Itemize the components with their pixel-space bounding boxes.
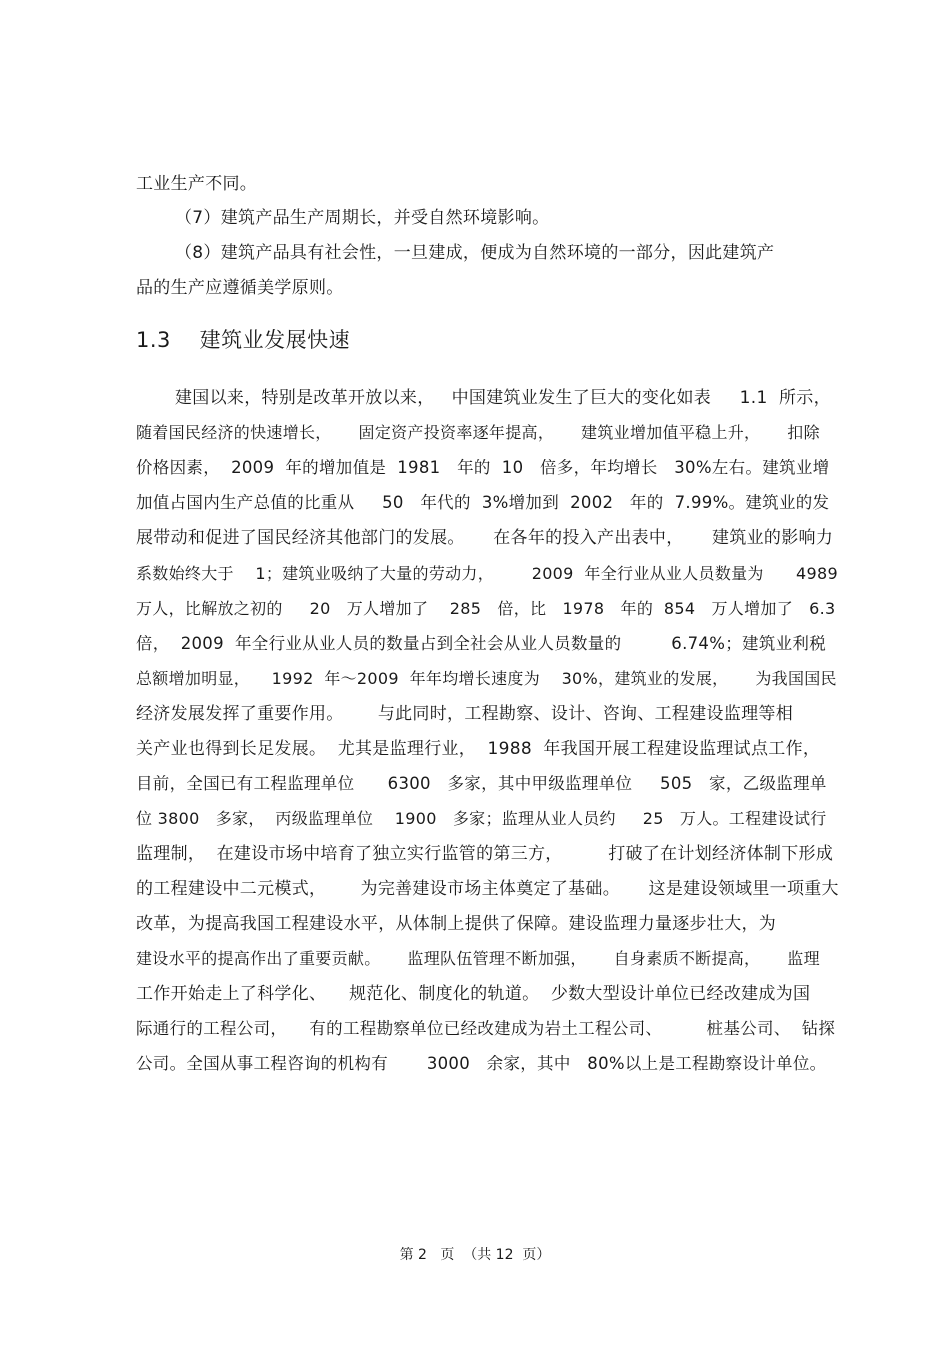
body-line: 建设水平的提高作出了重要贡献。 监理队伍管理不断加强， 自身素质不断提高， 监理 [136,949,820,968]
body-line: 万人，比解放之初的 20 万人增加了 285 倍，比 1978 年的 854 万人增加了 6.3 [136,599,836,618]
body-line: 价格因素， 2009 年的增加值是 1981 年的 10 倍多，年均增长 30%左右。建筑业增 [136,458,830,477]
body-line: 倍， 2009 年全行业从业人员的数量占到全社会从业人员数量的 6.74%；建筑业利税 [136,634,826,653]
body-line: 工作开始走上了科学化、 规范化、制度化的轨道。 少数大型设计单位已经改建成为国 [136,984,811,1004]
body-line: 系数始终大于 1；建筑业吸纳了大量的劳动力， 2009 年全行业从业人员数量为 4989 [136,564,838,583]
intro-line: 品的生产应遵循美学原则。 [136,278,344,298]
body-line: 建国以来，特别是改革开放以来， 中国建筑业发生了巨大的变化如表 1.1 所示， [175,388,831,408]
body-line: 位 3800 多家， 丙级监理单位 1900 多家；监理从业人员约 25 万人。工程建设试行 [136,809,827,828]
intro-line: 工业生产不同。 [136,174,258,194]
body-line: 经济发展发挥了重要作用。 与此同时，工程勘察、设计、咨询、工程建设监理等相 [136,704,794,724]
body-line: 际通行的工程公司， 有的工程勘察单位已经改建成为岩土工程公司、 桩基公司、 钻探 [136,1019,836,1038]
body-line: 改革，为提高我国工程建设水平，从体制上提供了保障。建设监理力量逐步壮大，为 [136,914,777,934]
body-line: 关产业也得到长足发展。 尤其是监理行业， 1988 年我国开展工程建设监理试点工作， [136,739,821,759]
body-line: 监理制， 在建设市场中培育了独立实行监管的第三方， 打破了在计划经济体制下形成 [136,844,834,864]
intro-line: （8）建筑产品具有社会性，一旦建成，便成为自然环境的一部分，因此建筑产 [175,243,775,263]
body-line: 展带动和促进了国民经济其他部门的发展。 在各年的投入产出表中， 建筑业的影响力 [136,528,834,548]
intro-line: （7）建筑产品生产周期长，并受自然环境影响。 [175,208,550,228]
page-number-footer: 第 2 页 （共 12 页） [399,1247,551,1263]
body-line: 的工程建设中二元模式， 为完善建设市场主体奠定了基础。 这是建设领域里一项重大 [136,879,839,899]
body-line: 随着国民经济的快速增长， 固定资产投资率逐年提高， 建筑业增加值平稳上升， 扣除 [136,423,820,442]
body-line: 公司。全国从事工程咨询的机构有 3000 余家，其中 80%以上是工程勘察设计单位。 [136,1054,827,1073]
body-line: 目前，全国已有工程监理单位 6300 多家，其中甲级监理单位 505 家，乙级监理单 [136,774,827,793]
section-heading: 1.3 建筑业发展快速 [136,328,351,352]
body-line: 总额增加明显， 1992 年～2009 年年均增长速度为 30%，建筑业的发展， 为我国国民 [136,669,837,688]
body-line: 加值占国内生产总值的比重从 50 年代的 3%增加到 2002 年的 7.99%。建筑业的发 [136,493,830,512]
